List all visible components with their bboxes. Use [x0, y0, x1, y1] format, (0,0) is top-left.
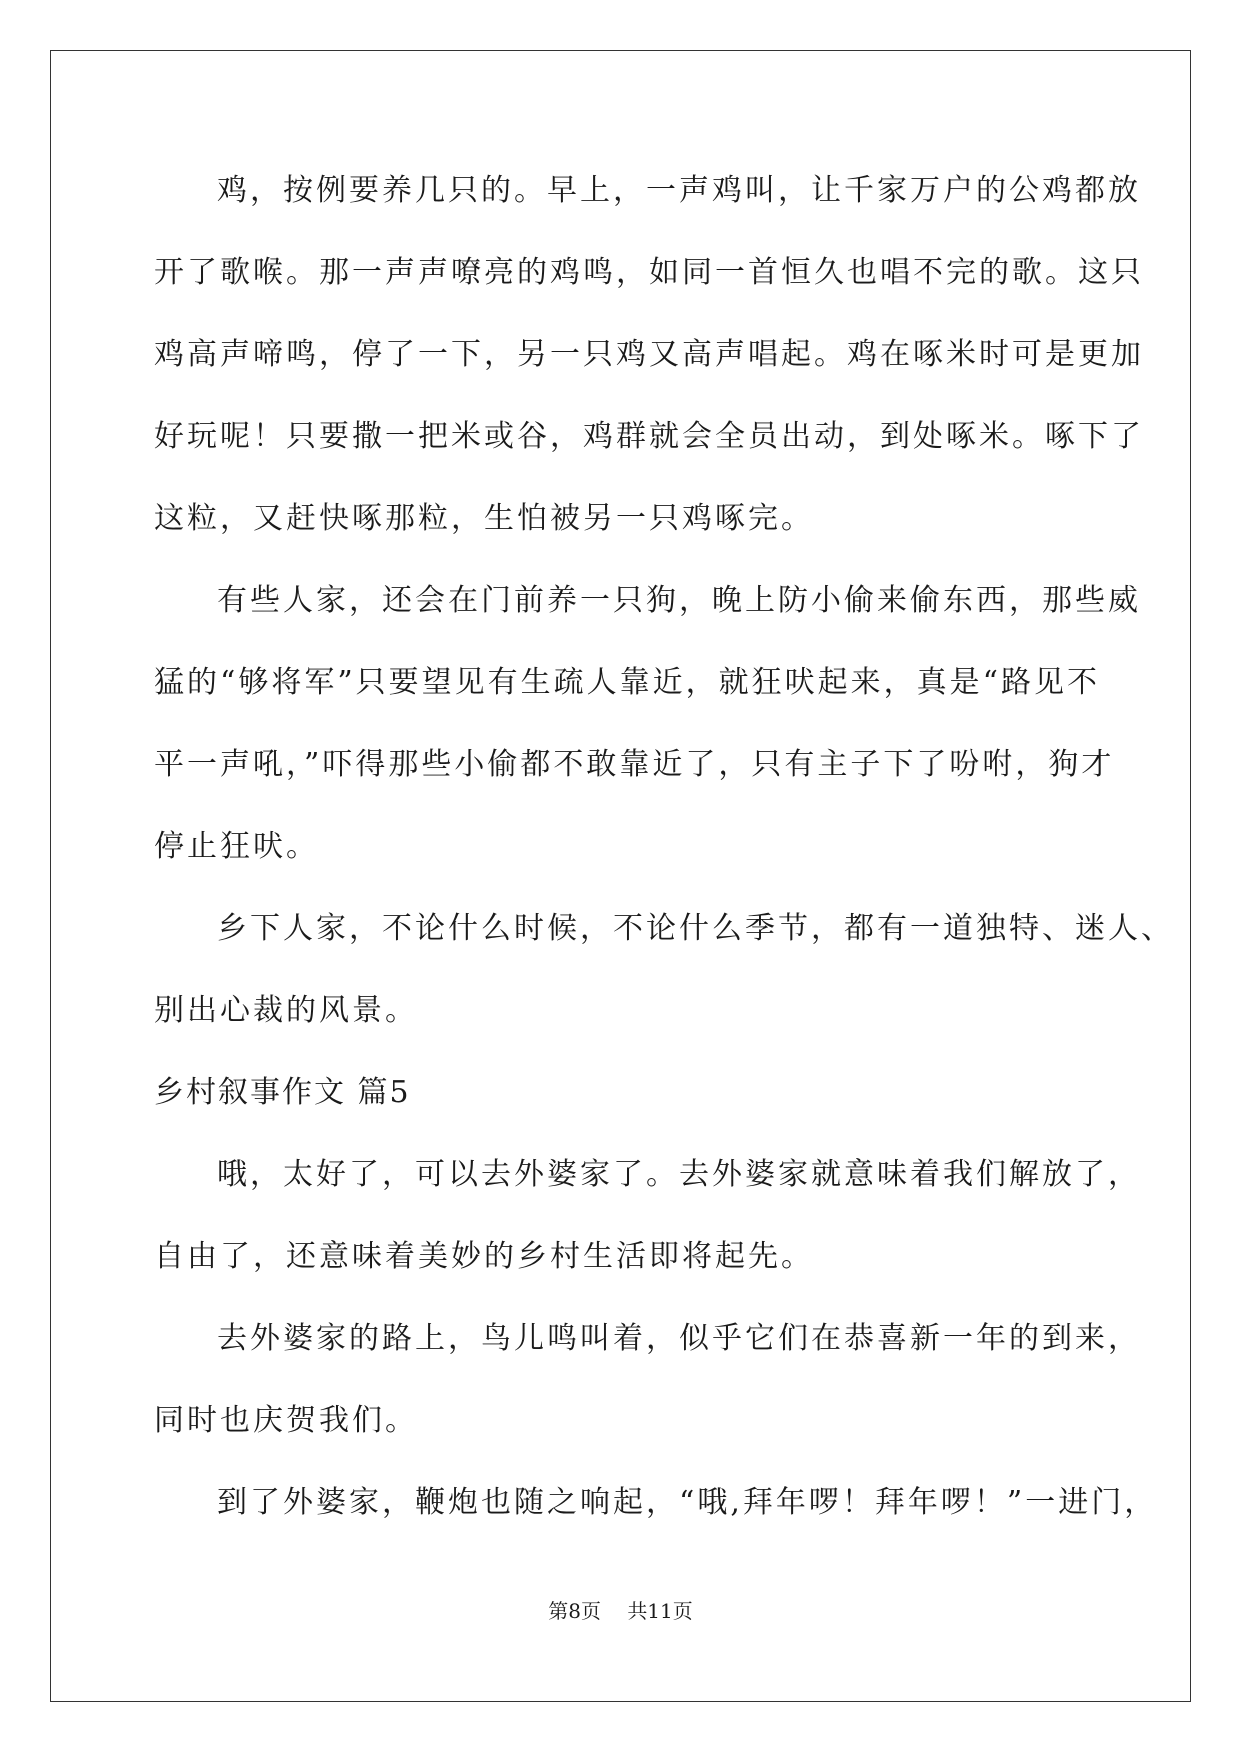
paragraph-line: 哦，太好了，可以去外婆家了。去外婆家就意味着我们解放了，	[217, 1157, 1141, 1192]
document-body	[154, 166, 1174, 1560]
paragraph-line: 开了歌喉。那一声声嘹亮的鸡鸣，如同一首恒久也唱不完的歌。这只	[154, 255, 1144, 290]
paragraph-line: 乡下人家，不论什么时候，不论什么季节，都有一道独特、迷人、	[217, 911, 1174, 946]
paragraph-line: 鸡高声啼鸣，停了一下，另一只鸡又高声唱起。鸡在啄米时可是更加	[154, 337, 1144, 372]
paragraph-line: 自由了，还意味着美妙的乡村生活即将起先。	[154, 1239, 814, 1274]
paragraph-line: 停止狂吠。	[154, 829, 319, 864]
page-number: 第8页	[548, 1599, 601, 1623]
page-footer	[0, 1595, 1241, 1624]
paragraph-line: 好玩呢！只要撒一把米或谷，鸡群就会全员出动，到处啄米。啄下了	[154, 419, 1144, 454]
paragraph-line: 平一声吼，”吓得那些小偷都不敢靠近了，只有主子下了吩咐，狗才	[154, 747, 1115, 782]
paragraph-line: 去外婆家的路上，鸟儿鸣叫着，似乎它们在恭喜新一年的到来，	[217, 1321, 1141, 1356]
paragraph-line: 同时也庆贺我们。	[154, 1403, 418, 1438]
paragraph-line: 猛的“够将军”只要望见有生疏人靠近，就狂吠起来，真是“路见不	[154, 665, 1101, 700]
paragraph-line: 鸡，按例要养几只的。早上，一声鸡叫，让千家万户的公鸡都放	[217, 173, 1141, 208]
paragraph-line: 别出心裁的风景。	[154, 993, 418, 1028]
paragraph-line: 有些人家，还会在门前养一只狗，晚上防小偷来偷东西，那些威	[217, 583, 1141, 618]
paragraph-line: 这粒，又赶快啄那粒，生怕被另一只鸡啄完。	[154, 501, 814, 536]
total-pages: 共11页	[627, 1599, 693, 1623]
section-heading: 乡村叙事作文 篇5	[154, 1075, 411, 1110]
paragraph-line: 到了外婆家，鞭炮也随之响起，“哦,拜年啰！拜年啰！”一进门，	[217, 1485, 1158, 1520]
